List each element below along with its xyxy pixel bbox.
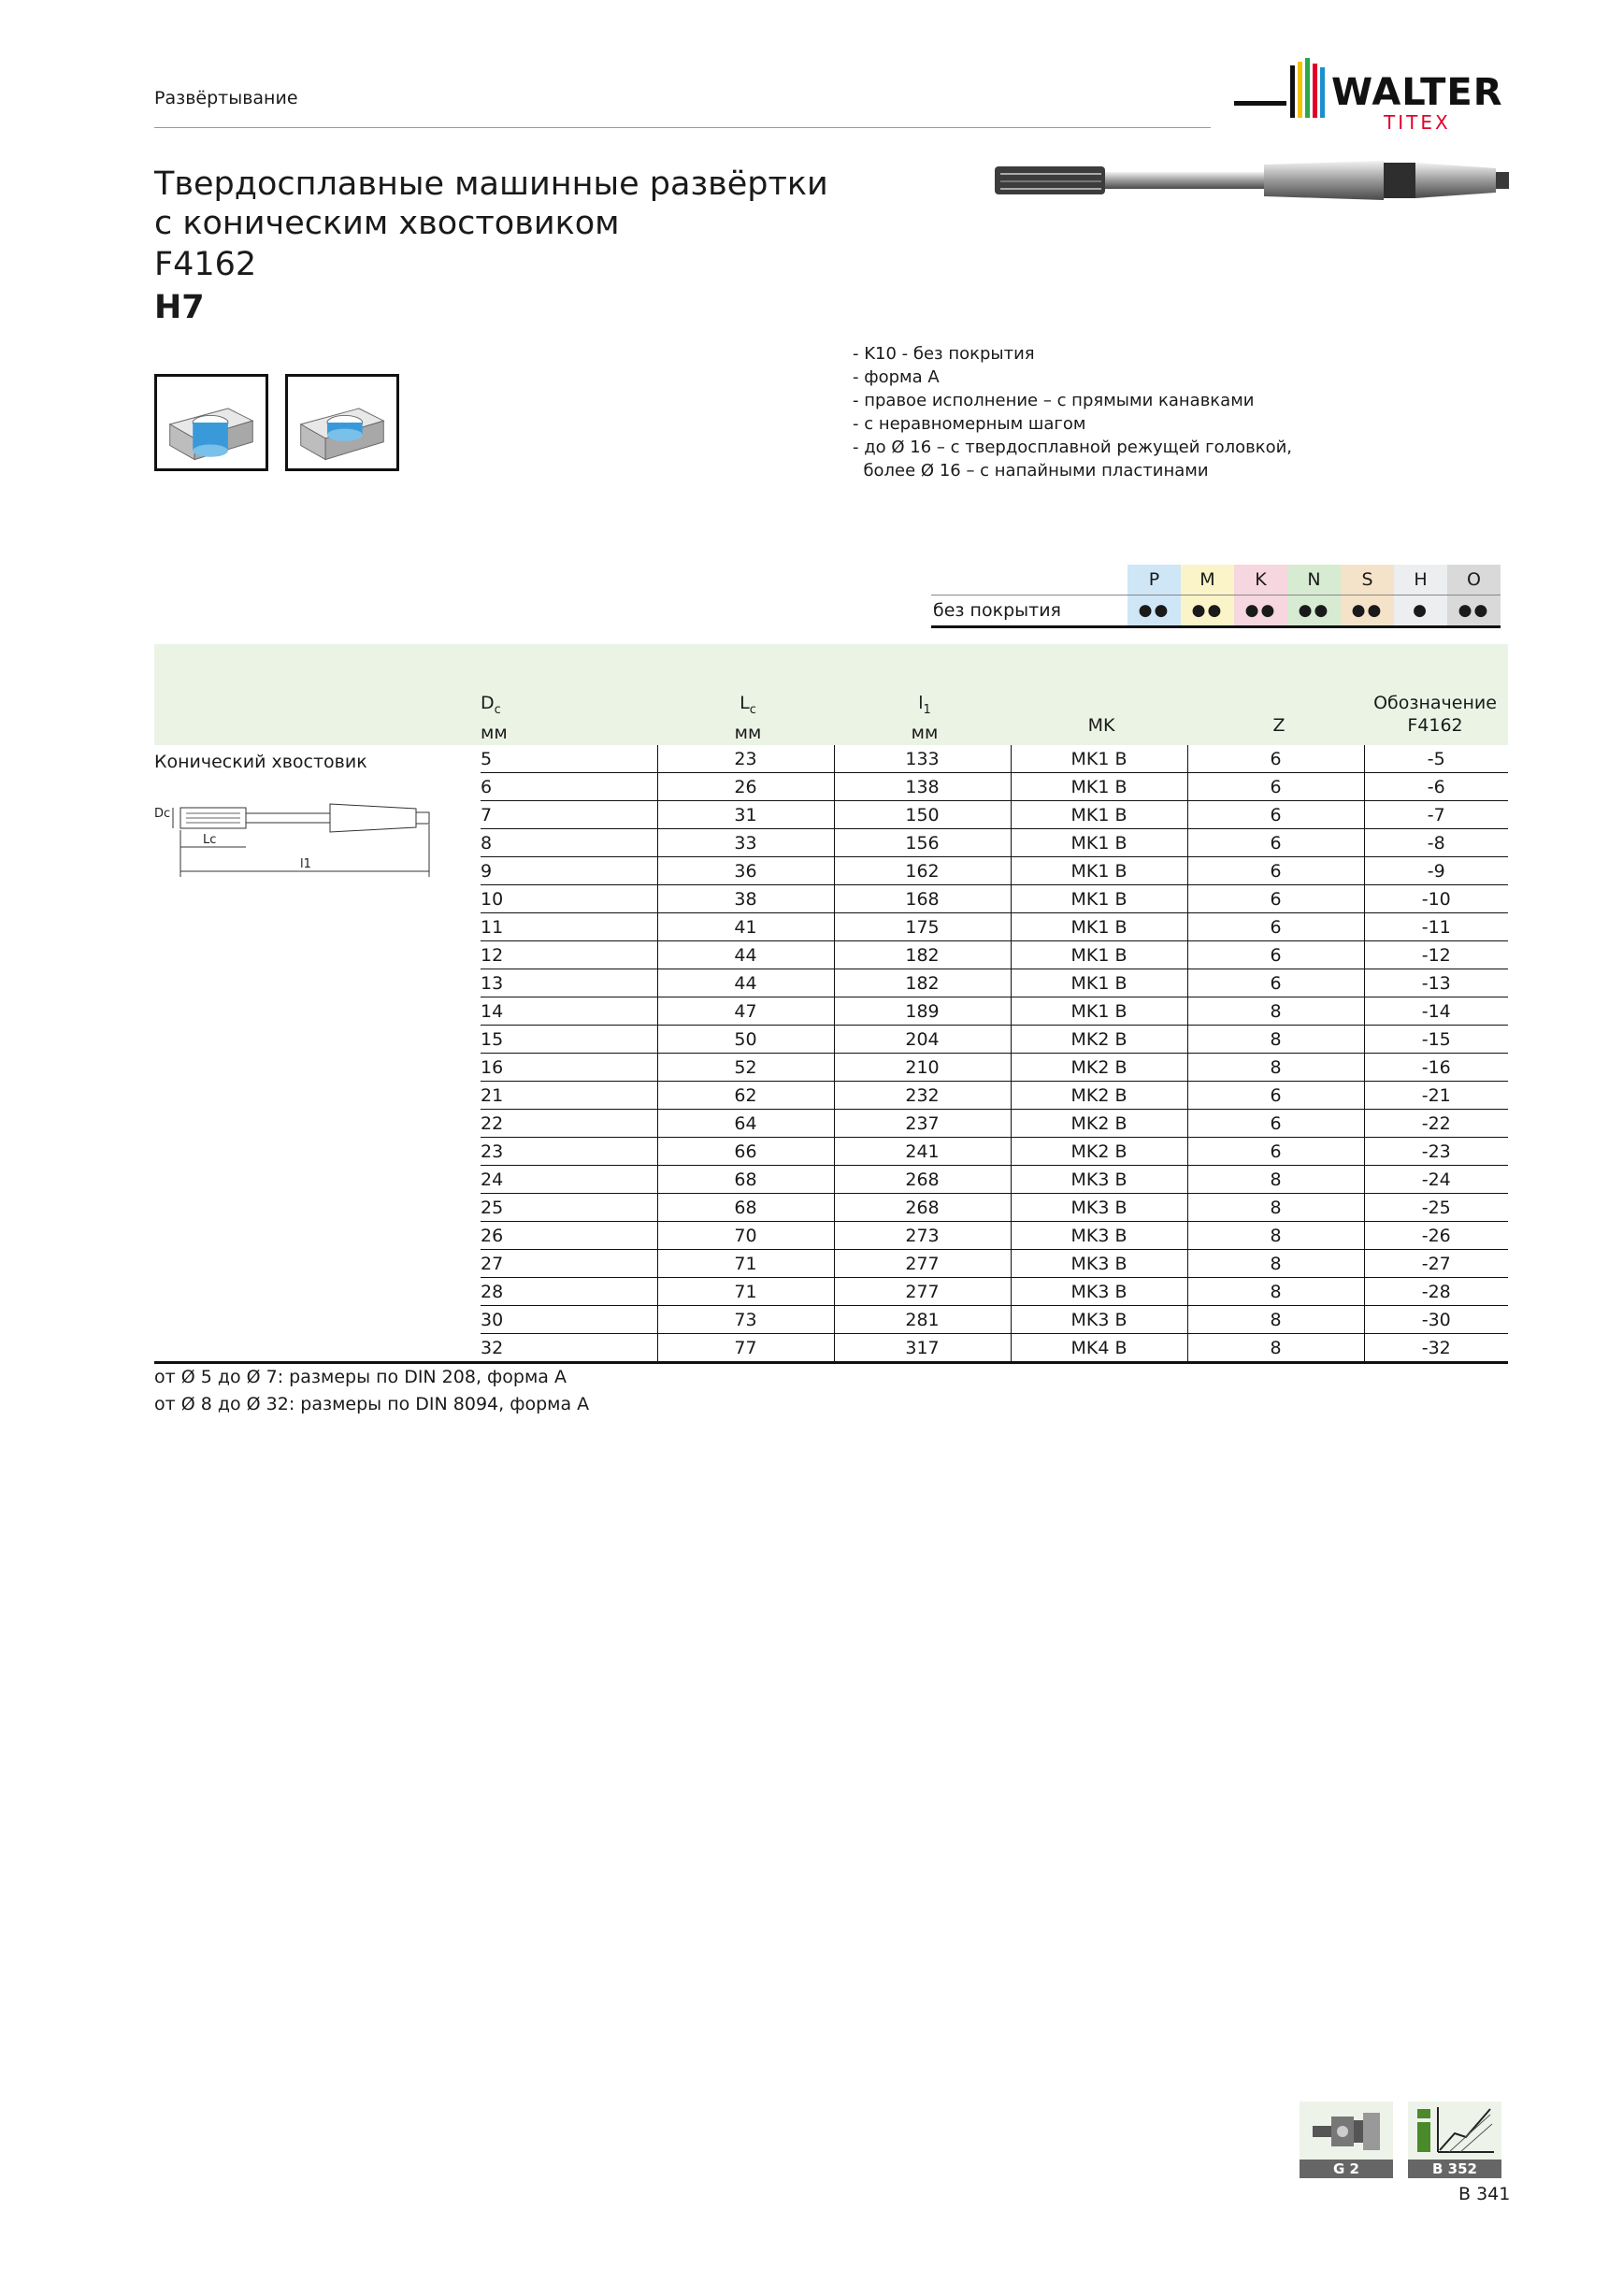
cell-lc: 71 — [657, 1278, 834, 1306]
cell-designation: -23 — [1364, 1138, 1508, 1166]
cell-mk: MK4 B — [1011, 1334, 1187, 1363]
table-row — [481, 1334, 1508, 1363]
cell-l1: 210 — [834, 1054, 1011, 1082]
table-row — [481, 1082, 1508, 1110]
suitability-o: ●● — [1447, 596, 1501, 627]
cell-lc: 50 — [657, 1026, 834, 1054]
cell-l1: 150 — [834, 801, 1011, 829]
drawing-label-dc: Dc — [154, 807, 171, 821]
cell-z: 8 — [1187, 1026, 1364, 1054]
reamer-product-image — [991, 150, 1515, 222]
material-group-s: S — [1341, 565, 1394, 596]
material-group-n: N — [1287, 565, 1341, 596]
cell-mk: MK3 B — [1011, 1222, 1187, 1250]
page-number: B 341 — [1458, 2184, 1511, 2204]
cell-mk: MK1 B — [1011, 857, 1187, 885]
cell-dc: 28 — [481, 1278, 657, 1306]
cell-mk: MK1 B — [1011, 997, 1187, 1026]
table-row — [481, 857, 1508, 885]
cell-dc: 11 — [481, 913, 657, 941]
col-header-l1: $l_1$ мм — [911, 693, 939, 743]
cell-designation: -10 — [1364, 885, 1508, 913]
cell-dc: 16 — [481, 1054, 657, 1082]
tool-holder-icon — [1300, 2102, 1393, 2160]
col-header-z: Z — [1272, 715, 1285, 736]
cell-lc: 33 — [657, 829, 834, 857]
cell-l1: 237 — [834, 1110, 1011, 1138]
feature-item: более Ø 16 – с напайными пластинами — [853, 461, 1209, 481]
cell-designation: -13 — [1364, 969, 1508, 997]
table-row — [481, 1138, 1508, 1166]
table-bottom-rule — [154, 1361, 483, 1364]
material-group-k: K — [1234, 565, 1287, 596]
cell-lc: 52 — [657, 1054, 834, 1082]
cell-z: 8 — [1187, 1278, 1364, 1306]
cell-dc: 6 — [481, 773, 657, 801]
cell-designation: -9 — [1364, 857, 1508, 885]
cell-z: 6 — [1187, 829, 1364, 857]
feature-item: - правое исполнение – с прямыми канавками — [853, 391, 1255, 410]
cell-lc: 68 — [657, 1194, 834, 1222]
material-group-m: M — [1181, 565, 1234, 596]
nav-label: B 352 — [1408, 2160, 1501, 2178]
material-group-o: O — [1447, 565, 1501, 596]
table-row — [481, 885, 1508, 913]
cell-dc: 15 — [481, 1026, 657, 1054]
logo-titex-text: TITEX — [1384, 111, 1451, 134]
cell-mk: MK1 B — [1011, 801, 1187, 829]
cell-l1: 268 — [834, 1194, 1011, 1222]
cell-mk: MK1 B — [1011, 885, 1187, 913]
footnote: от Ø 5 до Ø 7: размеры по DIN 208, форма A — [154, 1367, 567, 1387]
walter-titex-logo — [1234, 58, 1524, 138]
cell-z: 6 — [1187, 941, 1364, 969]
cell-dc: 21 — [481, 1082, 657, 1110]
col-header-dc: $D_c$ мм — [481, 693, 508, 743]
cell-l1: 168 — [834, 885, 1011, 913]
cell-z: 8 — [1187, 1306, 1364, 1334]
coating-label: без покрытия — [931, 596, 1127, 627]
tolerance-class: H7 — [154, 289, 205, 326]
section-title: Развёртывание — [154, 88, 298, 108]
cell-dc: 26 — [481, 1222, 657, 1250]
cell-z: 8 — [1187, 1334, 1364, 1363]
cell-mk: MK2 B — [1011, 1082, 1187, 1110]
cell-lc: 68 — [657, 1166, 834, 1194]
material-groups-table — [931, 565, 1501, 628]
cell-z: 8 — [1187, 1166, 1364, 1194]
cell-mk: MK1 B — [1011, 969, 1187, 997]
cell-dc: 27 — [481, 1250, 657, 1278]
table-row — [481, 1110, 1508, 1138]
nav-tool-holder-link[interactable] — [1300, 2102, 1393, 2178]
cell-designation: -14 — [1364, 997, 1508, 1026]
cell-z: 8 — [1187, 997, 1364, 1026]
cell-designation: -25 — [1364, 1194, 1508, 1222]
table-row — [481, 1250, 1508, 1278]
cell-lc: 23 — [657, 745, 834, 773]
feature-list — [853, 342, 1292, 482]
table-row — [481, 745, 1508, 773]
cell-l1: 273 — [834, 1222, 1011, 1250]
cell-designation: -21 — [1364, 1082, 1508, 1110]
product-code: F4162 — [154, 246, 257, 283]
table-row — [481, 969, 1508, 997]
cell-lc: 31 — [657, 801, 834, 829]
suitability-p: ●● — [1127, 596, 1181, 627]
drawing-label-l1: l1 — [300, 857, 311, 871]
cell-mk: MK2 B — [1011, 1026, 1187, 1054]
cell-l1: 204 — [834, 1026, 1011, 1054]
cell-dc: 22 — [481, 1110, 657, 1138]
cell-designation: -28 — [1364, 1278, 1508, 1306]
cell-z: 8 — [1187, 1054, 1364, 1082]
cell-dc: 24 — [481, 1166, 657, 1194]
product-title-line2: с коническим хвостовиком — [154, 205, 620, 242]
cell-l1: 277 — [834, 1278, 1011, 1306]
table-row — [481, 1278, 1508, 1306]
cell-l1: 189 — [834, 997, 1011, 1026]
drawing-label-lc: Lc — [203, 833, 217, 847]
footnote: от Ø 8 до Ø 32: размеры по DIN 8094, форма A — [154, 1394, 590, 1414]
table-row — [481, 1054, 1508, 1082]
cell-z: 6 — [1187, 745, 1364, 773]
cell-z: 6 — [1187, 857, 1364, 885]
dimensions-table — [481, 745, 1508, 1364]
cell-lc: 44 — [657, 969, 834, 997]
suitability-h: ● — [1394, 596, 1447, 627]
header-divider — [154, 127, 1211, 128]
reamer-dimension-drawing — [154, 793, 444, 896]
cell-l1: 138 — [834, 773, 1011, 801]
table-row — [481, 1166, 1508, 1194]
cell-dc: 12 — [481, 941, 657, 969]
cell-designation: -12 — [1364, 941, 1508, 969]
cell-mk: MK1 B — [1011, 745, 1187, 773]
col-header-lc: $L_c$ мм — [734, 693, 762, 743]
cell-z: 6 — [1187, 969, 1364, 997]
col-header-mk: MK — [1087, 715, 1115, 736]
table-row — [481, 773, 1508, 801]
cell-lc: 44 — [657, 941, 834, 969]
nav-label: G 2 — [1300, 2160, 1393, 2178]
suitability-m: ●● — [1181, 596, 1234, 627]
material-group-h: H — [1394, 565, 1447, 596]
shank-type-label: Конический хвостовик — [154, 752, 367, 772]
cell-dc: 32 — [481, 1334, 657, 1363]
cell-l1: 182 — [834, 969, 1011, 997]
col-header-designation: Обозначение F4162 — [1373, 693, 1497, 736]
cell-designation: -30 — [1364, 1306, 1508, 1334]
cell-designation: -7 — [1364, 801, 1508, 829]
cell-designation: -15 — [1364, 1026, 1508, 1054]
cell-mk: MK3 B — [1011, 1250, 1187, 1278]
cell-designation: -22 — [1364, 1110, 1508, 1138]
cell-designation: -5 — [1364, 745, 1508, 773]
cell-lc: 73 — [657, 1306, 834, 1334]
table-row — [481, 1194, 1508, 1222]
cell-dc: 14 — [481, 997, 657, 1026]
cell-dc: 30 — [481, 1306, 657, 1334]
cell-lc: 38 — [657, 885, 834, 913]
cell-z: 6 — [1187, 913, 1364, 941]
cell-dc: 25 — [481, 1194, 657, 1222]
blind-hole-icon — [285, 374, 399, 471]
cell-l1: 182 — [834, 941, 1011, 969]
cell-dc: 7 — [481, 801, 657, 829]
cell-dc: 23 — [481, 1138, 657, 1166]
cell-dc: 10 — [481, 885, 657, 913]
cell-z: 6 — [1187, 1110, 1364, 1138]
cell-lc: 71 — [657, 1250, 834, 1278]
cell-l1: 317 — [834, 1334, 1011, 1363]
cell-l1: 281 — [834, 1306, 1011, 1334]
cell-z: 8 — [1187, 1194, 1364, 1222]
through-hole-icon — [154, 374, 268, 471]
cell-z: 8 — [1187, 1250, 1364, 1278]
table-row — [481, 1306, 1508, 1334]
cell-mk: MK1 B — [1011, 773, 1187, 801]
cell-lc: 64 — [657, 1110, 834, 1138]
cell-mk: MK2 B — [1011, 1138, 1187, 1166]
suitability-n: ●● — [1287, 596, 1341, 627]
cell-lc: 41 — [657, 913, 834, 941]
cell-designation: -24 — [1364, 1166, 1508, 1194]
table-row — [481, 913, 1508, 941]
cell-dc: 5 — [481, 745, 657, 773]
cell-l1: 241 — [834, 1138, 1011, 1166]
cell-dc: 9 — [481, 857, 657, 885]
cell-designation: -26 — [1364, 1222, 1508, 1250]
cell-mk: MK1 B — [1011, 941, 1187, 969]
feature-item: - до Ø 16 – с твердосплавной режущей головкой, — [853, 438, 1293, 457]
cell-lc: 62 — [657, 1082, 834, 1110]
cell-mk: MK2 B — [1011, 1110, 1187, 1138]
cell-z: 6 — [1187, 801, 1364, 829]
cell-l1: 162 — [834, 857, 1011, 885]
cell-lc: 66 — [657, 1138, 834, 1166]
cell-designation: -32 — [1364, 1334, 1508, 1363]
table-row — [481, 997, 1508, 1026]
cell-z: 6 — [1187, 1082, 1364, 1110]
cell-z: 6 — [1187, 885, 1364, 913]
cell-l1: 232 — [834, 1082, 1011, 1110]
suitability-k: ●● — [1234, 596, 1287, 627]
nav-info-link[interactable] — [1408, 2102, 1501, 2178]
cell-z: 6 — [1187, 773, 1364, 801]
suitability-s: ●● — [1341, 596, 1394, 627]
cell-l1: 133 — [834, 745, 1011, 773]
cell-l1: 156 — [834, 829, 1011, 857]
table-row — [481, 1222, 1508, 1250]
cell-designation: -27 — [1364, 1250, 1508, 1278]
cell-mk: MK3 B — [1011, 1194, 1187, 1222]
cell-designation: -11 — [1364, 913, 1508, 941]
feature-item: - K10 - без покрытия — [853, 344, 1035, 364]
table-row — [481, 801, 1508, 829]
info-chart-icon — [1408, 2102, 1501, 2160]
cell-z: 6 — [1187, 1138, 1364, 1166]
product-title-line1: Твердосплавные машинные развёртки — [154, 165, 828, 203]
cell-dc: 8 — [481, 829, 657, 857]
cell-lc: 36 — [657, 857, 834, 885]
cell-z: 8 — [1187, 1222, 1364, 1250]
cell-mk: MK1 B — [1011, 913, 1187, 941]
cell-l1: 175 — [834, 913, 1011, 941]
cell-lc: 70 — [657, 1222, 834, 1250]
feature-item: - форма A — [853, 367, 940, 387]
cell-designation: -8 — [1364, 829, 1508, 857]
table-row — [481, 941, 1508, 969]
cell-l1: 277 — [834, 1250, 1011, 1278]
cell-lc: 26 — [657, 773, 834, 801]
cell-l1: 268 — [834, 1166, 1011, 1194]
logo-walter-text: WALTER — [1331, 71, 1503, 114]
cell-designation: -6 — [1364, 773, 1508, 801]
cell-mk: MK3 B — [1011, 1306, 1187, 1334]
cell-dc: 13 — [481, 969, 657, 997]
table-row — [481, 1026, 1508, 1054]
cell-lc: 47 — [657, 997, 834, 1026]
material-group-p: P — [1127, 565, 1181, 596]
feature-item: - с неравномерным шагом — [853, 414, 1086, 434]
cell-mk: MK3 B — [1011, 1166, 1187, 1194]
cell-mk: MK3 B — [1011, 1278, 1187, 1306]
cell-designation: -16 — [1364, 1054, 1508, 1082]
table-row — [481, 829, 1508, 857]
cell-mk: MK2 B — [1011, 1054, 1187, 1082]
cell-mk: MK1 B — [1011, 829, 1187, 857]
cell-lc: 77 — [657, 1334, 834, 1363]
